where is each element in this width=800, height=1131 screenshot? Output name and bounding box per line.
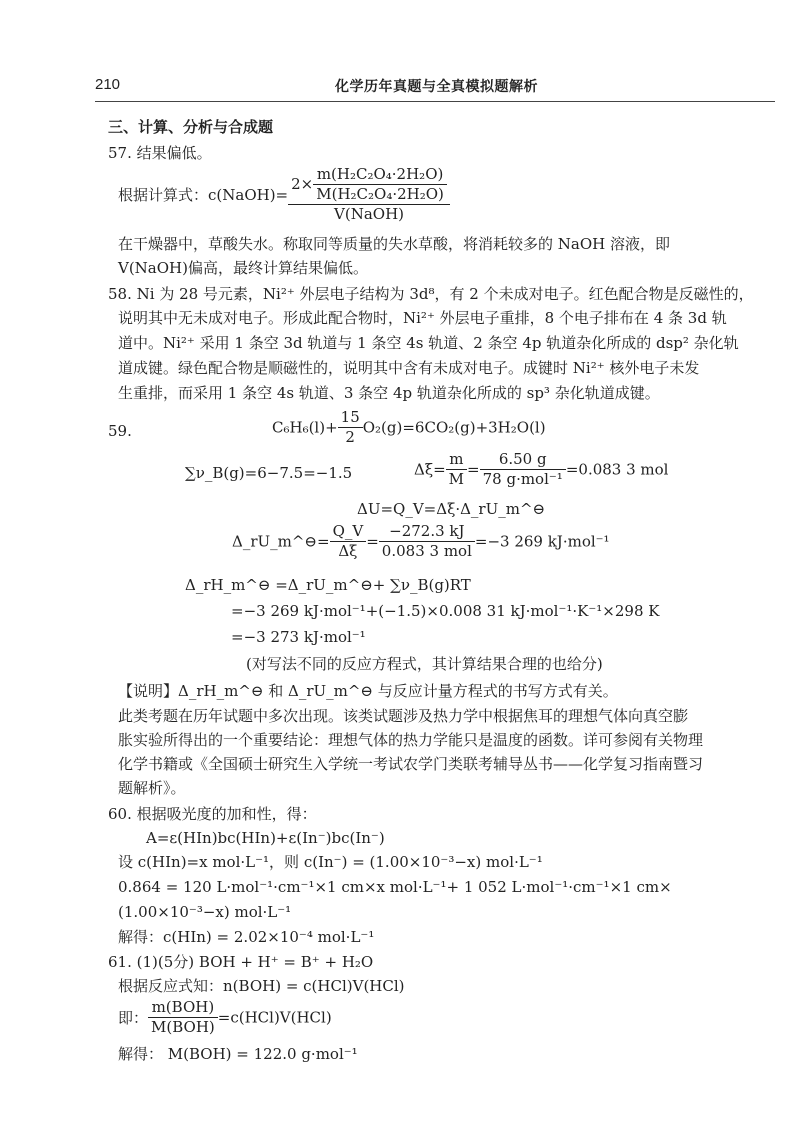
q59-dxi-lead: Δξ= <box>414 460 446 479</box>
q59-number: 59. <box>108 422 132 440</box>
q59-dum-den-1: Δξ <box>338 542 358 560</box>
q61-line-2: 根据反应式知：n(BOH) = c(HCl)V(HCl) <box>118 977 405 995</box>
q58-line-4: 道成键。绿色配合物是顺磁性的，说明其中含有未成对电子。成键时 Ni²⁺ 核外电子未发 <box>118 359 700 377</box>
q61-solution: 解得： M(BOH) = 122.0 g·mol⁻¹ <box>118 1045 358 1063</box>
q57-main-denominator: V(NaOH) <box>334 205 405 223</box>
book-title: 化学历年真题与全真模拟题解析 <box>335 78 538 94</box>
q59-dum-num-2: −272.3 kJ <box>379 522 475 542</box>
q61-fraction <box>148 998 218 1037</box>
q59-reaction-equation <box>272 408 546 447</box>
q59-eq-left: C₆H₆(l)+ <box>272 418 338 437</box>
q59-eq-fraction <box>338 408 363 447</box>
q59-para-1: 此类考题在历年试题中多次出现。该类试题涉及热力学中根据焦耳的理想气体向真空膨 <box>118 707 689 725</box>
q59-dum-frac-2 <box>379 522 475 561</box>
q61-frac-num: m(BOH) <box>148 998 218 1018</box>
q57-main-fraction <box>288 165 450 224</box>
q59-sum-nu: ∑ν_B(g)=6−7.5=−1.5 <box>185 464 353 482</box>
q59-delta-u-molar: Δ_rU_m^⊖= $\frac{Q\_V}{\Delta\xi}$ = $\frac{-272.3 kJ}{\text{0.083 3 mol}}$ =−3 269 kJ·mol⁻¹ <box>232 522 610 560</box>
q58-line-2: 说明其中无未成对电子。形成此配合物时，Ni²⁺ 外层电子重排，8 个电子排布在 4 条 3d 轨 <box>118 309 727 327</box>
q59-dxi-num-1: m <box>446 450 467 470</box>
header-rule <box>95 101 775 102</box>
q59-delta-xi <box>414 450 668 489</box>
q59-delta-h-1: Δ_rH_m^⊖ =Δ_rU_m^⊖+ ∑ν_B(g)RT <box>185 576 471 594</box>
q59-note-paren: (对写法不同的反应方程式，其计算结果合理的也给分) <box>246 655 603 673</box>
q59-eq-frac-num: 15 <box>338 408 363 428</box>
page-header <box>95 70 775 100</box>
q58-line-5: 生重排，而采用 1 条空 4s 轨道、3 条空 4p 轨道杂化所成的 sp³ 杂化轨道成键。 <box>118 384 660 402</box>
q60-line-5: (1.00×10⁻³−x) mol·L⁻¹ <box>118 903 292 921</box>
q59-eq-right: O₂(g)=6CO₂(g)+3H₂O(l) <box>362 418 546 437</box>
q57-num-lead: 2× <box>291 175 314 193</box>
q57-inner-numerator: m(H₂C₂O₄·2H₂O) <box>313 165 447 185</box>
q59-delta-h-3: =−3 273 kJ·mol⁻¹ <box>231 628 366 646</box>
q59-para-3: 化学书籍或《全国硕士研究生入学统一考试农学门类联考辅导丛书——化学复习指南暨习 <box>118 755 704 773</box>
q60-solution: 解得：c(HIn) = 2.02×10⁻⁴ mol·L⁻¹ <box>118 928 375 946</box>
section-title: 三、计算、分析与合成题 <box>108 119 274 136</box>
q60-line-1: 60. 根据吸光度的加和性，得： <box>108 805 317 823</box>
q59-para-2: 胀实验所得出的一个重要结论：理想气体的热力学能只是温度的函数。详可参阅有关物理 <box>118 731 704 749</box>
q59-dxi-frac-2 <box>480 450 566 489</box>
q60-line-4: 0.864 = 120 L·mol⁻¹·cm⁻¹×1 cm×x mol·L⁻¹+ 1 052 L·mol⁻¹·cm⁻¹×1 cm× <box>118 878 672 896</box>
q59-dum-lead: Δ_rU_m^⊖= <box>232 532 330 551</box>
q57-formula <box>118 165 450 224</box>
q59-dum-frac-1 <box>330 522 367 561</box>
page-number: 210 <box>95 76 121 93</box>
q60-absorbance-equation: A=ε(HIn)bc(HIn)+ε(In⁻)bc(In⁻) <box>146 829 385 847</box>
q57-inner-denominator: M(H₂C₂O₄·2H₂O) <box>316 185 444 203</box>
q59-dxi-num-2: 6.50 g <box>480 450 566 470</box>
q59-dxi-frac-1 <box>446 450 467 489</box>
q59-delta-u: ΔU=Q_V=Δξ·Δ_rU_m^⊖ <box>357 500 546 518</box>
q57-text-2: V(NaOH)偏高，最终计算结果偏低。 <box>118 259 368 277</box>
q59-dxi-eq: = <box>467 460 480 479</box>
q59-eq-frac-den: 2 <box>345 428 355 446</box>
q58-line-1: 58. Ni 为 28 号元素，Ni²⁺ 外层电子结构为 3d⁸，有 2 个未成对电子。红色配合物是反磁性的， <box>108 285 754 303</box>
q57-answer: 57. 结果偏低。 <box>108 144 212 162</box>
q57-formula-lead: 根据计算式：c(NaOH)= <box>118 186 289 204</box>
q61-line3-tail: =c(HCl)V(HCl) <box>217 1008 332 1027</box>
q61-line-1: 61. (1)(5分) BOH + H⁺ = B⁺ + H₂O <box>108 953 374 971</box>
q59-dum-result: =−3 269 kJ·mol⁻¹ <box>474 532 610 551</box>
q59-explanation-title: 【说明】Δ_rH_m^⊖ 和 Δ_rU_m^⊖ 与反应计量方程式的书写方式有关。 <box>118 682 618 700</box>
q59-dxi-result: =0.083 3 mol <box>565 460 669 479</box>
q57-text-1: 在干燥器中，草酸失水。称取同等质量的失水草酸，将消耗较多的 NaOH 溶液，即 <box>118 235 670 253</box>
q61-line3-lead: 即： <box>118 1009 149 1027</box>
q60-line-3: 设 c(HIn)=x mol·L⁻¹，则 c(In⁻) = (1.00×10⁻³−x) mol·L⁻¹ <box>118 853 543 871</box>
q61-line-3 <box>118 998 332 1037</box>
q57-main-numerator <box>288 165 450 205</box>
q59-dxi-den-1: M <box>448 470 465 488</box>
q58-line-3: 道中。Ni²⁺ 采用 1 条空 3d 轨道与 1 条空 4s 轨道、2 条空 4p 轨道杂化所成的 dsp² 杂化轨 <box>118 334 739 352</box>
q59-para-4: 题解析》。 <box>118 779 186 797</box>
q59-dum-num-1: Q_V <box>330 522 367 542</box>
q57-inner-fraction <box>313 165 447 204</box>
q59-dum-den-2: 0.083 3 mol <box>381 542 472 560</box>
q61-frac-den: M(BOH) <box>151 1018 215 1036</box>
q59-delta-h-2: =−3 269 kJ·mol⁻¹+(−1.5)×0.008 31 kJ·mol⁻¹·K⁻¹×298 K <box>231 602 660 620</box>
q59-dxi-den-2: 78 g·mol⁻¹ <box>482 470 563 488</box>
